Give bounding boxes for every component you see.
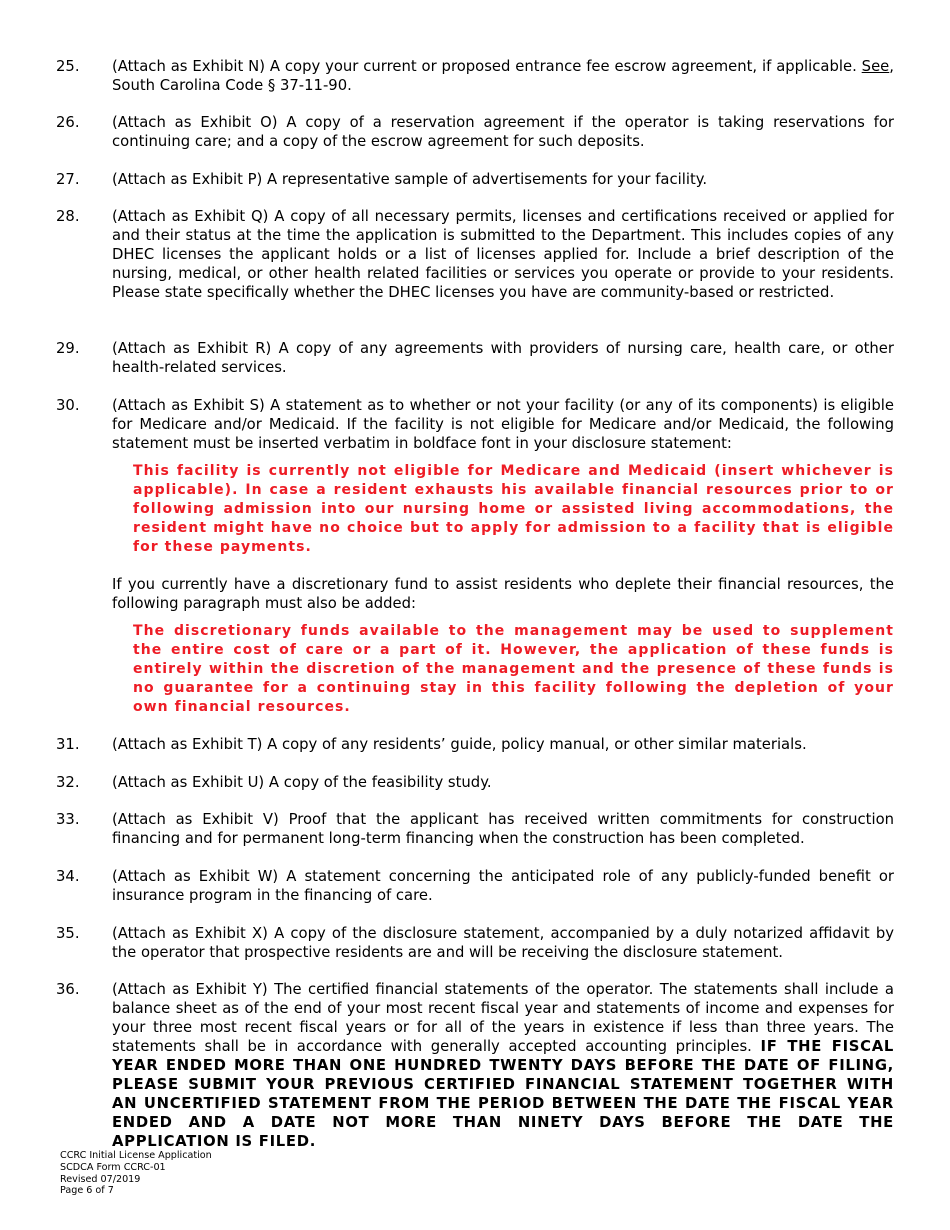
page-footer: [60, 1150, 212, 1197]
item-text: (Attach as Exhibit O) A copy of a reservation agreement if the operator is taking reservations for continuing care; and a copy of the escrow agreement for such deposits.: [112, 114, 894, 150]
list-item-26: [56, 113, 894, 151]
item-number: 26.: [56, 114, 80, 131]
footer-page-number: Page 6 of 7: [60, 1185, 114, 1197]
see-reference: See: [861, 58, 890, 75]
list-item-32: [56, 773, 894, 792]
item-text: (Attach as Exhibit P) A representative sample of advertisements for your facility.: [112, 171, 708, 188]
item-text-part: (Attach as Exhibit Y) The certified financial statements of the operator. The statements shall include a balance sheet as of the end of your most recent fiscal year and statements of income and expenses for your three most recent fiscal years or for all of the years in existence if less than three years. The statements shall be in accordance with generally accepted accounting principles.: [112, 981, 894, 1055]
item-text: (Attach as Exhibit R) A copy of any agreements with providers of nursing care, health care, or other health-related services.: [112, 340, 894, 376]
list-item-28: [56, 207, 894, 302]
item-text-part: , South Carolina Code § 37-11-90.: [112, 58, 894, 94]
list-item-34: [56, 867, 894, 905]
item-number: 29.: [56, 340, 80, 357]
list-item-31: [56, 735, 894, 754]
list-item-27: [56, 170, 894, 189]
fiscal-year-warning: IF THE FISCAL YEAR ENDED MORE THAN ONE HUNDRED TWENTY DAYS BEFORE THE DATE OF FILING, PLEASE SUBMIT YOUR PREVIOUS CERTIFIED FINANCIAL STATEMENT TOGETHER WITH AN UNCERTIFIED STATEMENT FROM THE PERIOD BETWEEN THE DATE THE FISCAL YEAR ENDED AND A DATE NOT MORE THAN NINETY DAYS BEFORE THE DATE THE APPLICATION IS FILED.: [112, 1038, 894, 1150]
item-number: 35.: [56, 925, 80, 942]
item-text: (Attach as Exhibit V) Proof that the applicant has received written commitments for construction financing and for permanent long-term financing when the construction has been completed.: [112, 811, 894, 847]
item-text: (Attach as Exhibit W) A statement concerning the anticipated role of any publicly-funded benefit or insurance program in the financing of care.: [112, 868, 894, 904]
list-item-25: [56, 57, 894, 95]
item-number: 32.: [56, 774, 80, 791]
discretionary-intro: If you currently have a discretionary fund to assist residents who deplete their financial resources, the following paragraph must also be added:: [112, 576, 894, 612]
item-number: 36.: [56, 981, 80, 998]
item-number: 25.: [56, 58, 80, 75]
item-number: 27.: [56, 171, 80, 188]
item-text: (Attach as Exhibit T) A copy of any residents’ guide, policy manual, or other similar materials.: [112, 736, 807, 753]
list-item-30: [56, 396, 894, 453]
item-text: (Attach as Exhibit S) A statement as to whether or not your facility (or any of its components) is eligible for Medicare and/or Medicaid. If the facility is not eligible for Medicare and/or Medicaid, the following statement must be inserted verbatim in boldface font in your disclosure statement:: [112, 397, 894, 452]
footer-revision: Revised 07/2019: [60, 1173, 141, 1185]
list-item-35: [56, 924, 894, 962]
item-text: (Attach as Exhibit X) A copy of the disclosure statement, accompanied by a duly notarized affidavit by the operator that prospective residents are and will be receiving the disclosure statement.: [112, 925, 894, 961]
item-number: 28.: [56, 208, 80, 225]
discretionary-notice: The discretionary funds available to the management may be used to supplement the entire cost of care or a part of it. However, the application of these funds is entirely within the discretion of the management and the presence of these funds is no guarantee for a continuing stay in this facility following the depletion of your own financial resources.: [133, 623, 894, 715]
list-item-33: [56, 810, 894, 848]
item-text: (Attach as Exhibit Q) A copy of all necessary permits, licenses and certifications received or applied for and their status at the time the application is submitted to the Department. This includes copies of any DHEC licenses the applicant holds or a list of licenses applied for. Include a brief description of the nursing, medical, or other health related facilities or services you operate or provide to your residents. Please state specifically whether the DHEC licenses you have are community-based or restricted.: [112, 208, 894, 301]
item-text: (Attach as Exhibit U) A copy of the feasibility study.: [112, 774, 492, 791]
item-number: 33.: [56, 811, 80, 828]
item-text: [112, 980, 894, 1151]
footer-form-number: SCDCA Form CCRC-01: [60, 1161, 166, 1173]
item-number: 34.: [56, 868, 80, 885]
list-item-36: [56, 980, 894, 1151]
list-item-29: [56, 339, 894, 377]
item-number: 30.: [56, 397, 80, 414]
footer-form-title: CCRC Initial License Application: [60, 1150, 212, 1161]
item-text-part: (Attach as Exhibit N) A copy your current or proposed entrance fee escrow agreement, if applicable.: [112, 58, 862, 75]
medicare-notice: This facility is currently not eligible for Medicare and Medicaid (insert whichever is applicable). In case a resident exhausts his available financial resources prior to or following admission into our nursing home or assisted living accommodations, the resident might have no choice but to apply for admission to a facility that is eligible for these payments.: [133, 463, 894, 555]
item-number: 31.: [56, 736, 80, 753]
item-text: [112, 57, 894, 95]
